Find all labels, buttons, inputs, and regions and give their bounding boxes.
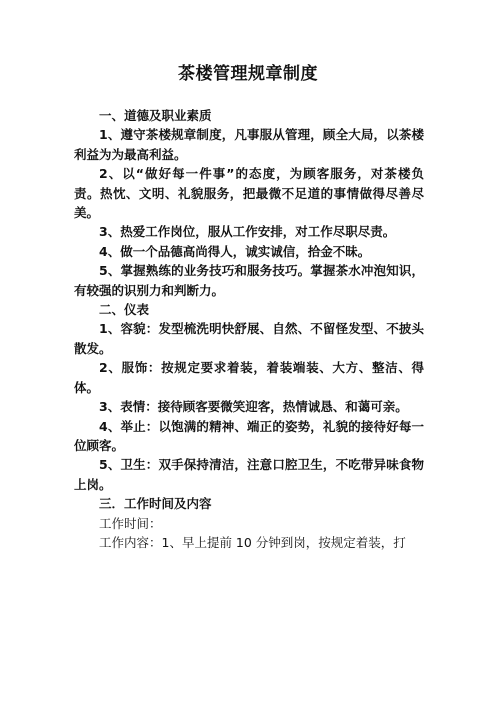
section-heading-work-time: 三．工作时间及内容 <box>99 496 212 512</box>
paragraph: 4、做一个品德高尚得人，诚实诚信，拾金不昧。 <box>99 243 371 259</box>
paragraph: 工作时间： <box>99 515 162 531</box>
paragraph: 3、热爱工作岗位，服从工作安排，对工作尽职尽责。 <box>99 224 396 240</box>
paragraph: 1、遵守茶楼规章制度，凡事服从管理，顾全大局，以茶楼利益为为最高利益。 <box>74 127 424 162</box>
paragraph: 3、表情：接待顾客要微笑迎客，热情诚恳、和蔼可亲。 <box>99 399 408 415</box>
paragraph: 2、以“做好每一件事”的态度，为顾客服务，对茶楼负责。热忱、文明、礼貌服务，把最微不足道的事情做得尽善尽美。 <box>74 166 424 221</box>
paragraph: 1、容貌：发型梳洗明快舒展、自然、不留怪发型、不披头散发。 <box>74 321 424 356</box>
document-title: 茶楼管理规章制度 <box>178 64 318 84</box>
paragraph: 2、服饰：按规定要求着装，着装端装、大方、整洁、得体。 <box>74 360 424 395</box>
section-heading-appearance: 二、仪表 <box>99 302 150 318</box>
paragraph: 4、举止：以饱满的精神、端正的姿势，礼貌的接待好每一位顾客。 <box>74 418 424 453</box>
section-heading-ethics: 一、道德及职业素质 <box>99 108 212 123</box>
paragraph: 5、卫生：双手保持清洁，注意口腔卫生，不吃带异味食物上岗。 <box>74 457 424 492</box>
paragraph: 5、掌握熟练的业务技巧和服务技巧。掌握茶水冲泡知识，有较强的识别力和判断力。 <box>74 263 424 298</box>
paragraph: 工作内容：1、早上提前 10 分钟到岗，按规定着装，打 <box>99 534 406 550</box>
document-body <box>74 106 424 552</box>
